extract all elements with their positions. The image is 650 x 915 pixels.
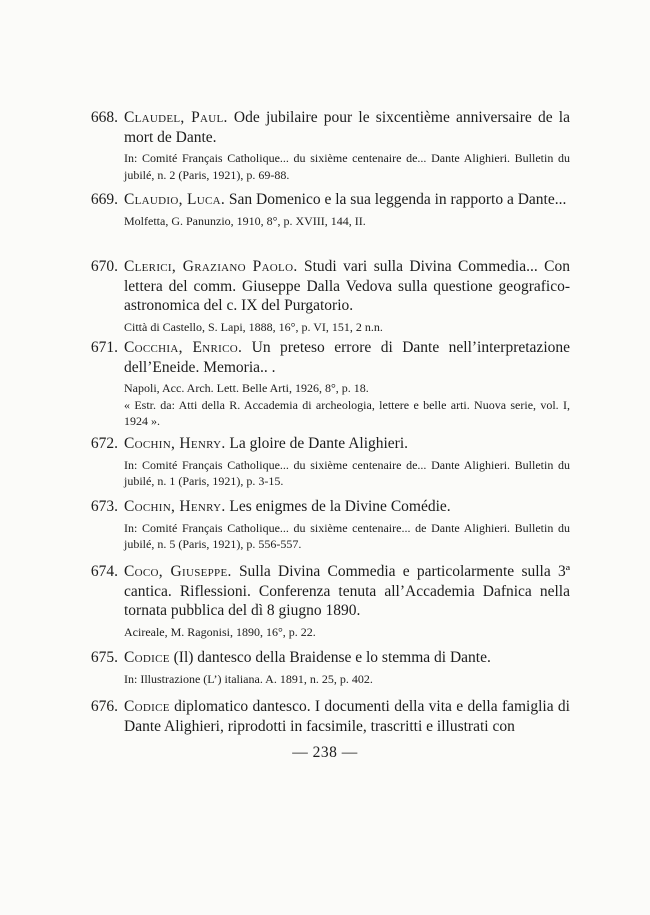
entry-publication: Napoli, Acc. Arch. Lett. Belle Arti, 1926, 8°, p. 18. [124, 381, 369, 395]
page-number: — 238 — [292, 744, 358, 761]
entry-main [124, 497, 570, 517]
bibliography-entry [84, 697, 570, 736]
entry-title: San Domenico e la sua leggenda in rapporto a Dante... [228, 191, 567, 208]
entry-title: Studi vari sulla Divina Commedia... Con lettera del comm. Giuseppe Dalla Vedova sulla questione geografico-astronomica del c. IX del Purgatorio. [124, 258, 570, 314]
entry-main [124, 562, 570, 621]
entry-number: 671. [90, 339, 118, 356]
entry-number: 674. [90, 563, 118, 580]
entry-main [124, 338, 570, 377]
entry-author: Claudel, Paul. [124, 109, 228, 126]
entry-number: 669. [90, 191, 118, 208]
bibliography-entry [84, 562, 570, 640]
entry-publication: Città di Castello, S. Lapi, 1888, 16°, p. VI, 151, 2 n.n. [124, 319, 383, 334]
bibliography-entry [84, 497, 570, 553]
entry-author: Codice [124, 698, 170, 715]
entry-author: Codice [124, 649, 170, 666]
entry-main [124, 434, 570, 454]
entry-main [124, 108, 570, 147]
entry-author: Clerici, Graziano Paolo. [124, 258, 298, 275]
entry-number: 672. [90, 435, 118, 452]
bibliography-entry [84, 434, 570, 490]
entry-publication: In: Comité Français Catholique... du sixième centenaire de... Dante Alighieri. Bulletin du jubilé, n. 2 (Paris, 1921), p. 69-88. [124, 151, 570, 182]
entry-author: Cochin, Henry. [124, 498, 226, 515]
entry-main [124, 648, 570, 668]
bibliography-entry [84, 257, 570, 335]
bibliography-entry [84, 108, 570, 183]
entry-author: Cochin, Henry. [124, 435, 226, 452]
entry-title: diplomatico dantesco. I documenti della vita e della famiglia di Dante Alighieri, riprodotti in facsimile, trascritti e illustrati con [124, 698, 570, 735]
entry-main [124, 697, 570, 736]
bibliography-entry [84, 338, 570, 430]
entry-main [124, 257, 570, 316]
bibliography-entry [84, 190, 570, 229]
bibliography-entry [84, 648, 570, 687]
entry-publication: In: Illustrazione (L’) italiana. A. 1891, n. 25, p. 402. [124, 671, 373, 686]
entry-title: Ode jubilaire pour le sixcentième anniversaire de la mort de Dante. [124, 109, 570, 146]
entry-author: Claudio, Luca. [124, 191, 226, 208]
entry-number: 676. [90, 698, 118, 715]
entry-number: 675. [90, 649, 118, 666]
entry-note: « Estr. da: Atti della R. Accademia di archeologia, lettere e belle arti. Nuova serie, vol. I, 1924 ». [124, 397, 570, 428]
entry-title: (Il) dantesco della Braidense e lo stemma di Dante. [173, 649, 491, 666]
entry-number: 673. [90, 498, 118, 515]
entry-author: Coco, Giuseppe. [124, 563, 232, 580]
entry-main [124, 190, 570, 210]
entry-author: Cocchia, Enrico. [124, 339, 243, 356]
entry-title: La gloire de Dante Alighieri. [229, 435, 409, 452]
entry-number: 670. [90, 258, 118, 275]
entry-publication: Molfetta, G. Panunzio, 1910, 8°, p. XVIII, 144, II. [124, 213, 366, 228]
entry-publication: In: Comité Français Catholique... du sixième centenaire de... Dante Alighieri. Bulletin du jubilé, n. 1 (Paris, 1921), p. 3-15. [124, 457, 570, 488]
entry-number: 668. [90, 109, 118, 126]
entry-title: Les enigmes de la Divine Comédie. [229, 498, 451, 515]
entry-publication: Acireale, M. Ragonisi, 1890, 16°, p. 22. [124, 624, 316, 639]
entry-title: Sulla Divina Commedia e particolarmente sulla 3ª cantica. Riflessioni. Conferenza tenuta all’Accademia Dafnica nella tornata pubblica del dì 8 giugno 1890. [124, 563, 571, 619]
entry-publication: In: Comité Français Catholique... du sixième centenaire... de Dante Alighieri. Bulletin du jubilé, n. 5 (Paris, 1921), p. 556-557. [124, 520, 570, 551]
entry-title: Un preteso errore di Dante nell’interpretazione dell’Eneide. Memoria.. . [124, 339, 571, 376]
